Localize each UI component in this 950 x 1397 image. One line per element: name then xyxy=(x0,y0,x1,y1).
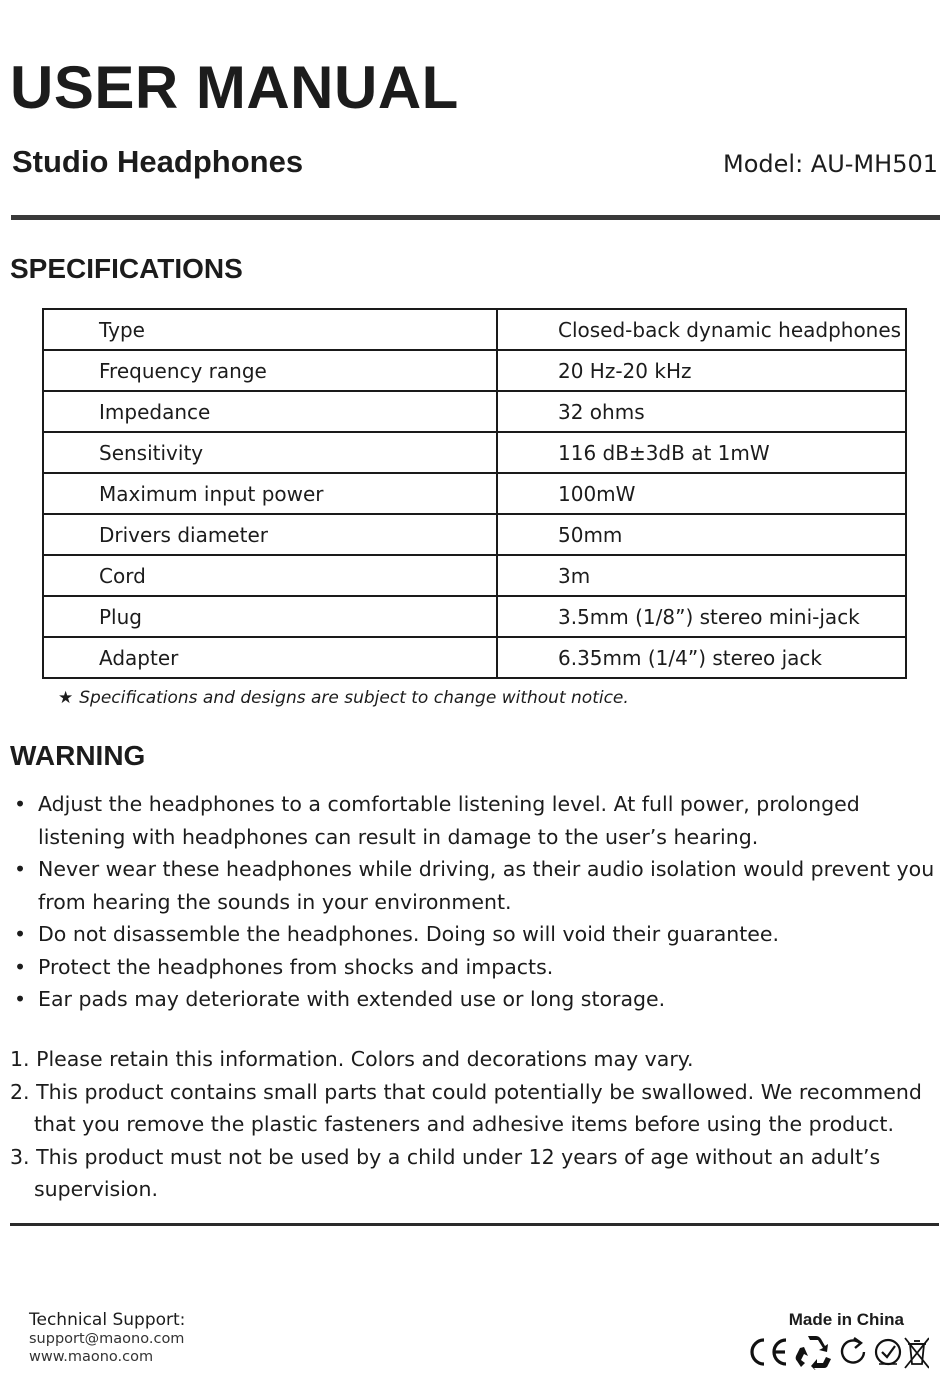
warning-text: Protect the headphones from shocks and impacts. xyxy=(38,954,554,979)
table-row xyxy=(43,637,906,678)
recycle-icon xyxy=(796,1336,831,1370)
table-row xyxy=(43,391,906,432)
table-row xyxy=(43,555,906,596)
warning-list xyxy=(14,788,944,1016)
spec-value: 100mW xyxy=(497,473,906,514)
model-number: Model: AU-MH501 xyxy=(723,150,938,178)
spec-label: Type xyxy=(43,309,497,350)
certification-marks xyxy=(744,1334,929,1370)
support-email[interactable]: support@maono.com xyxy=(29,1331,185,1347)
product-subtitle: Studio Headphones xyxy=(12,144,304,179)
specifications-table xyxy=(42,308,907,679)
bullet-icon: • xyxy=(14,954,27,979)
warning-text: Ear pads may deteriorate with extended use or long storage. xyxy=(38,987,666,1011)
spec-value: 116 dB±3dB at 1mW xyxy=(497,432,906,473)
warning-text: Adjust the headphones to a comfortable listening level. At full power, prolonged listening with headphones can result in damage to the user’s hearing. xyxy=(38,792,860,849)
spec-value: Closed-back dynamic headphones xyxy=(497,309,906,350)
check-circle-icon xyxy=(876,1340,900,1364)
table-row xyxy=(43,596,906,637)
bullet-icon: • xyxy=(14,987,27,1011)
list-item xyxy=(14,918,944,951)
table-row xyxy=(43,432,906,473)
support-website[interactable]: www.maono.com xyxy=(29,1349,154,1365)
ce-mark-icon xyxy=(752,1340,786,1364)
loop-arrow-icon xyxy=(842,1338,864,1362)
warning-heading: WARNING xyxy=(10,740,146,771)
spec-label: Frequency range xyxy=(43,350,497,391)
spec-label: Sensitivity xyxy=(43,432,497,473)
bullet-icon: • xyxy=(14,922,27,946)
warning-text: Never wear these headphones while driving, as their audio isolation would prevent you from hearing the sounds in your environment. xyxy=(38,857,935,914)
list-item: 2. This product contains small parts that could potentially be swallowed. We recommend that you remove the plastic fasteners and adhesive items before using the product. xyxy=(10,1079,922,1136)
warning-text: Do not disassemble the headphones. Doing so will void their guarantee. xyxy=(38,922,780,946)
spec-label: Maximum input power xyxy=(43,473,497,514)
spec-value: 32 ohms xyxy=(497,391,906,432)
spec-value: 3.5mm (1/8”) stereo mini-jack xyxy=(497,596,906,637)
list-item xyxy=(14,853,944,918)
star-icon: ★ xyxy=(58,688,74,708)
header-divider xyxy=(11,215,940,220)
spec-label: Drivers diameter xyxy=(43,514,497,555)
table-row xyxy=(43,514,906,555)
list-item: 3. This product must not be used by a child under 12 years of age without an adult’s supervision. xyxy=(10,1144,881,1201)
bullet-icon: • xyxy=(14,857,27,881)
list-item: 1. Please retain this information. Colors and decorations may vary. xyxy=(10,1047,694,1071)
table-row xyxy=(43,350,906,391)
spec-value: 20 Hz-20 kHz xyxy=(497,350,906,391)
specifications-heading: SPECIFICATIONS xyxy=(10,253,243,284)
notice-list xyxy=(10,1043,945,1206)
technical-support-label: Technical Support: xyxy=(29,1310,186,1330)
manual-title: USER MANUAL xyxy=(10,54,459,121)
weee-bin-icon xyxy=(905,1338,929,1368)
list-item xyxy=(14,951,944,984)
spec-label: Cord xyxy=(43,555,497,596)
made-in-label: Made in China xyxy=(788,1310,904,1329)
list-item xyxy=(14,788,944,853)
table-row xyxy=(43,473,906,514)
table-row xyxy=(43,309,906,350)
spec-label: Plug xyxy=(43,596,497,637)
spec-value: 50mm xyxy=(497,514,906,555)
bullet-icon: • xyxy=(14,792,27,816)
footer-divider xyxy=(10,1223,939,1226)
spec-value: 3m xyxy=(497,555,906,596)
spec-value: 6.35mm (1/4”) stereo jack xyxy=(497,637,906,678)
list-item xyxy=(14,983,944,1016)
spec-label: Impedance xyxy=(43,391,497,432)
disclaimer-text: Specifications and designs are subject to change without notice. xyxy=(79,688,629,708)
specs-disclaimer xyxy=(58,688,629,708)
spec-label: Adapter xyxy=(43,637,497,678)
